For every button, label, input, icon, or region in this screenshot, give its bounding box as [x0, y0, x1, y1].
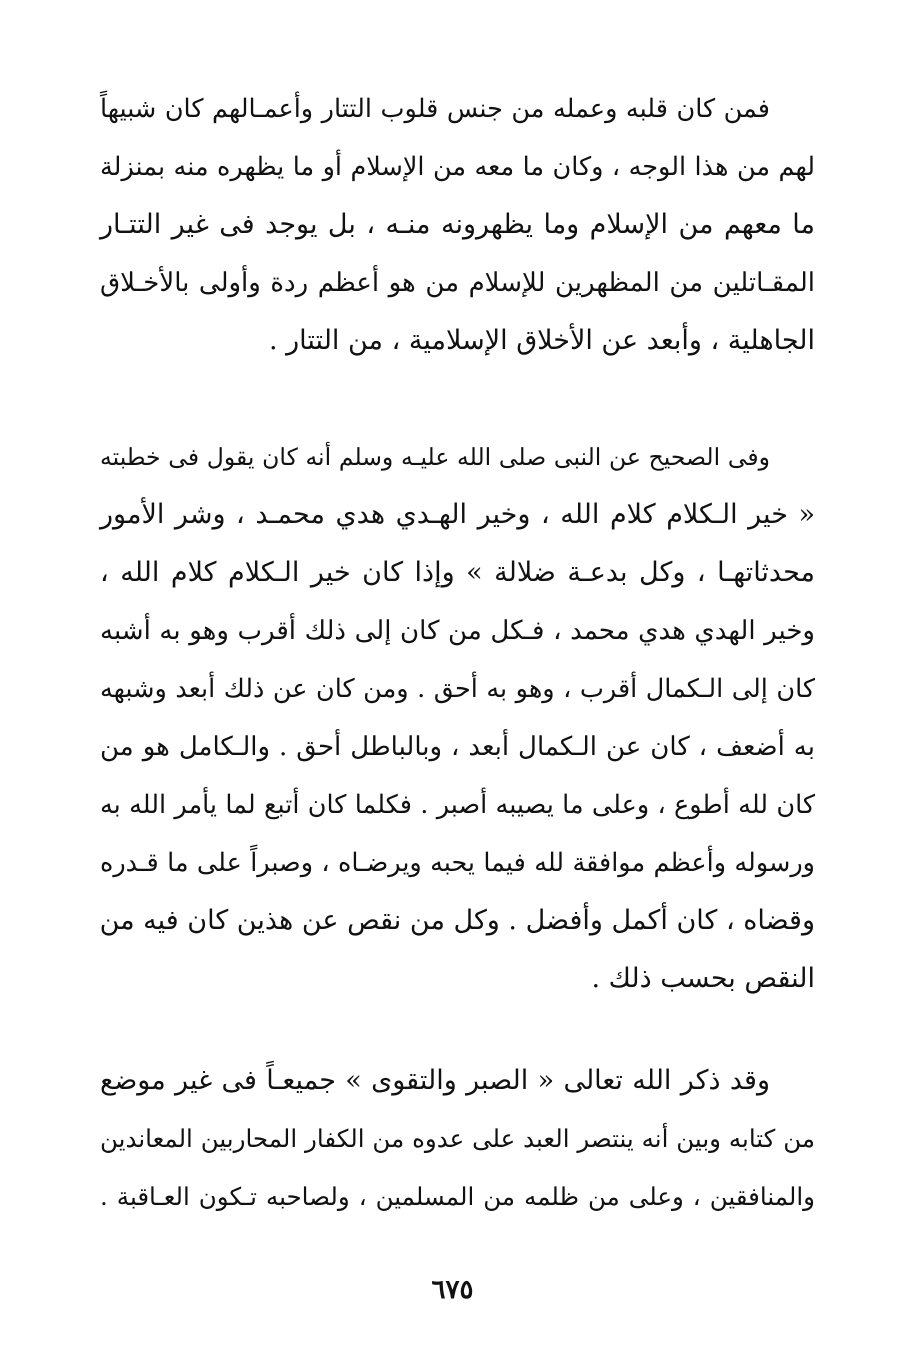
text-line: الجاهلية ، وأبعد عن الأخلاق الإسلامية ، من التتار .: [268, 325, 815, 356]
paragraph-1: [100, 80, 815, 370]
text-line: كان لله أطوع ، وعلى ما يصيبه أصبر . فكلما كان أتبع لما يأمر الله به: [100, 790, 815, 820]
text-line: ما معهم من الإسلام وما يظهرونه منـه ، بل يوجد فى غير التتـار: [100, 209, 815, 240]
text-line: ورسوله وأعظم موافقة لله فيما يحبه ويرضـاه ، وصبراً على ما قـدره: [100, 848, 815, 878]
text-line: وفى الصحيح عن النبى صلى الله عليـه وسلم أنه كان يقول فى خطبته: [100, 443, 770, 471]
text-line: وقد ذكر الله تعالى « الصبر والتقوى » جميعـاً فى غير موضع: [100, 1065, 770, 1096]
text-line: المقـاتلين من المظهرين للإسلام من هو أعظم ردة وأولى بالأخـلاق: [100, 268, 815, 298]
text-line: وقضاه ، كان أكمل وأفضل . وكل من نقص عن هذين كان فيه من: [99, 905, 815, 936]
text-line: وخير الهدي هدي محمد ، فـكل من كان إلى ذلك أقرب وهو به أشبه: [100, 616, 815, 646]
text-line: كان إلى الـكمال أقرب ، وهو به أحق . ومن كان عن ذلك أبعد وشبهه: [100, 674, 815, 704]
text-line: لهم من هذا الوجه ، وكان ما معه من الإسلام أو ما يظهره منه بمنزلة: [100, 152, 815, 182]
text-line: والمنافقين ، وعلى من ظلمه من المسلمين ، ولصاحبه تـكون العـاقبة .: [100, 1182, 815, 1211]
text-line: من كتابه وبين أنه ينتصر العبد على عدوه من الكفار المحاربين المعاندين: [100, 1124, 815, 1153]
page-number: ٦٧٥: [431, 1275, 474, 1305]
text-line: « خير الـكلام كلام الله ، وخير الهـدي هدي محمـد ، وشر الأمور: [100, 499, 815, 530]
paragraph-3: [100, 1052, 815, 1226]
text-line: فمن كان قلبه وعمله من جنس قلوب التتار وأعمـالهم كان شبيهاً: [100, 94, 770, 124]
text-line: النقص بحسب ذلك .: [591, 963, 815, 994]
paragraph-2: [100, 428, 815, 1008]
text-line: محدثاتهـا ، وكل بدعـة ضلالة » وإذا كان خير الـكلام كلام الله ،: [100, 557, 815, 588]
text-line: به أضعف ، كان عن الـكمال أبعد ، وبالباطل أحق . والـكامل هو من: [100, 732, 815, 762]
